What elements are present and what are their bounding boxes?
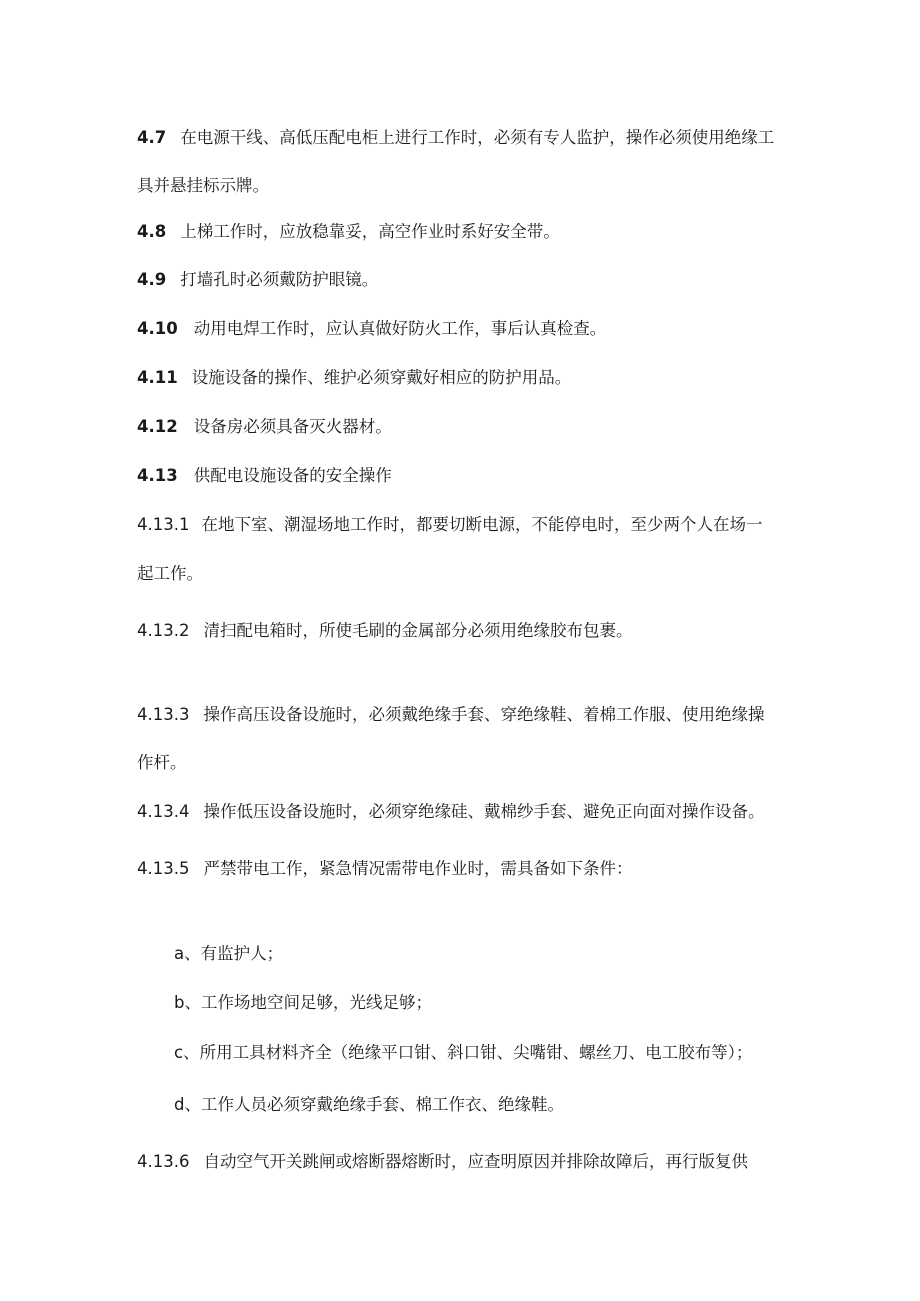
clause-4-13-2: [137, 621, 632, 641]
clause-number: 4.13.6: [137, 1152, 190, 1171]
clause-number: 4.13.3: [137, 705, 190, 724]
clause-4-13-5: [137, 859, 632, 879]
clause-4-13-6: [137, 1152, 748, 1172]
clause-text: 打墙孔时必须戴防护眼镜。: [180, 270, 379, 289]
clause-number: 4.13.4: [137, 802, 190, 821]
clause-number: 4.13.5: [137, 859, 190, 878]
clause-4-13-3: [137, 705, 764, 725]
list-item: b、工作场地空间足够，光线足够；: [174, 993, 432, 1012]
clause-text-continuation: 作杆。: [137, 753, 187, 772]
list-item: a、有监护人；: [174, 944, 284, 963]
clause-text-continuation: 具并悬挂标示牌。: [137, 176, 269, 195]
clause-text: 严禁带电工作，紧急情况需带电作业时，需具备如下条件：: [203, 859, 633, 878]
clause-4-13: [137, 466, 392, 486]
clause-number: 4.8: [137, 222, 167, 241]
clause-4-12: [137, 417, 392, 437]
clause-text: 在电源干线、高低压配电柜上进行工作时，必须有专人监护，操作必须使用绝缘工: [180, 128, 775, 147]
clause-text: 自动空气开关跳闸或熔断器熔断时，应查明原因并排除故障后，再行版复供: [203, 1152, 748, 1171]
clause-4-9: [137, 270, 378, 290]
clause-number: 4.12: [137, 417, 178, 436]
clause-4-13-1: [137, 515, 762, 535]
clause-number: 4.7: [137, 128, 167, 147]
clause-text: 设备房必须具备灭火器材。: [193, 417, 392, 436]
clause-text: 供配电设施设备的安全操作: [193, 466, 392, 485]
clause-number: 4.10: [137, 319, 178, 338]
clause-text: 上梯工作时，应放稳靠妥，高空作业时系好安全带。: [180, 222, 560, 241]
clause-4-7-continuation: [137, 176, 269, 196]
clause-number: 4.11: [137, 368, 178, 387]
list-item: d、工作人员必须穿戴绝缘手套、棉工作衣、绝缘鞋。: [174, 1095, 564, 1114]
clause-text: 清扫配电箱时，所使毛刷的金属部分必须用绝缘胶布包裹。: [203, 621, 633, 640]
clause-4-8: [137, 222, 560, 242]
clause-text: 操作低压设备设施时，必须穿绝缘硅、戴棉纱手套、避免正向面对操作设备。: [203, 802, 765, 821]
clause-number: 4.13.2: [137, 621, 190, 640]
list-item: c、所用工具材料齐全（绝缘平口钳、斜口钳、尖嘴钳、螺丝刀、电工胶布等）；: [174, 1043, 753, 1062]
clause-text: 在地下室、潮湿场地工作时，都要切断电源，不能停电时，至少两个人在场一: [201, 515, 763, 534]
clause-text-continuation: 起工作。: [137, 564, 203, 583]
clause-4-13-1-continuation: [137, 564, 203, 584]
clause-4-7: [137, 128, 774, 148]
clause-text: 设施设备的操作、维护必须穿戴好相应的防护用品。: [191, 368, 572, 387]
clause-4-10: [137, 319, 606, 339]
clause-number: 4.13.1: [137, 515, 190, 534]
clause-number: 4.13: [137, 466, 178, 485]
clause-4-13-4: [137, 802, 764, 822]
clause-number: 4.9: [137, 270, 167, 289]
clause-4-11: [137, 368, 571, 388]
clause-4-13-3-continuation: [137, 753, 187, 773]
clause-text: 动用电焊工作时，应认真做好防火工作，事后认真检查。: [193, 319, 607, 338]
clause-text: 操作高压设备设施时，必须戴绝缘手套、穿绝缘鞋、着棉工作服、使用绝缘操: [203, 705, 765, 724]
